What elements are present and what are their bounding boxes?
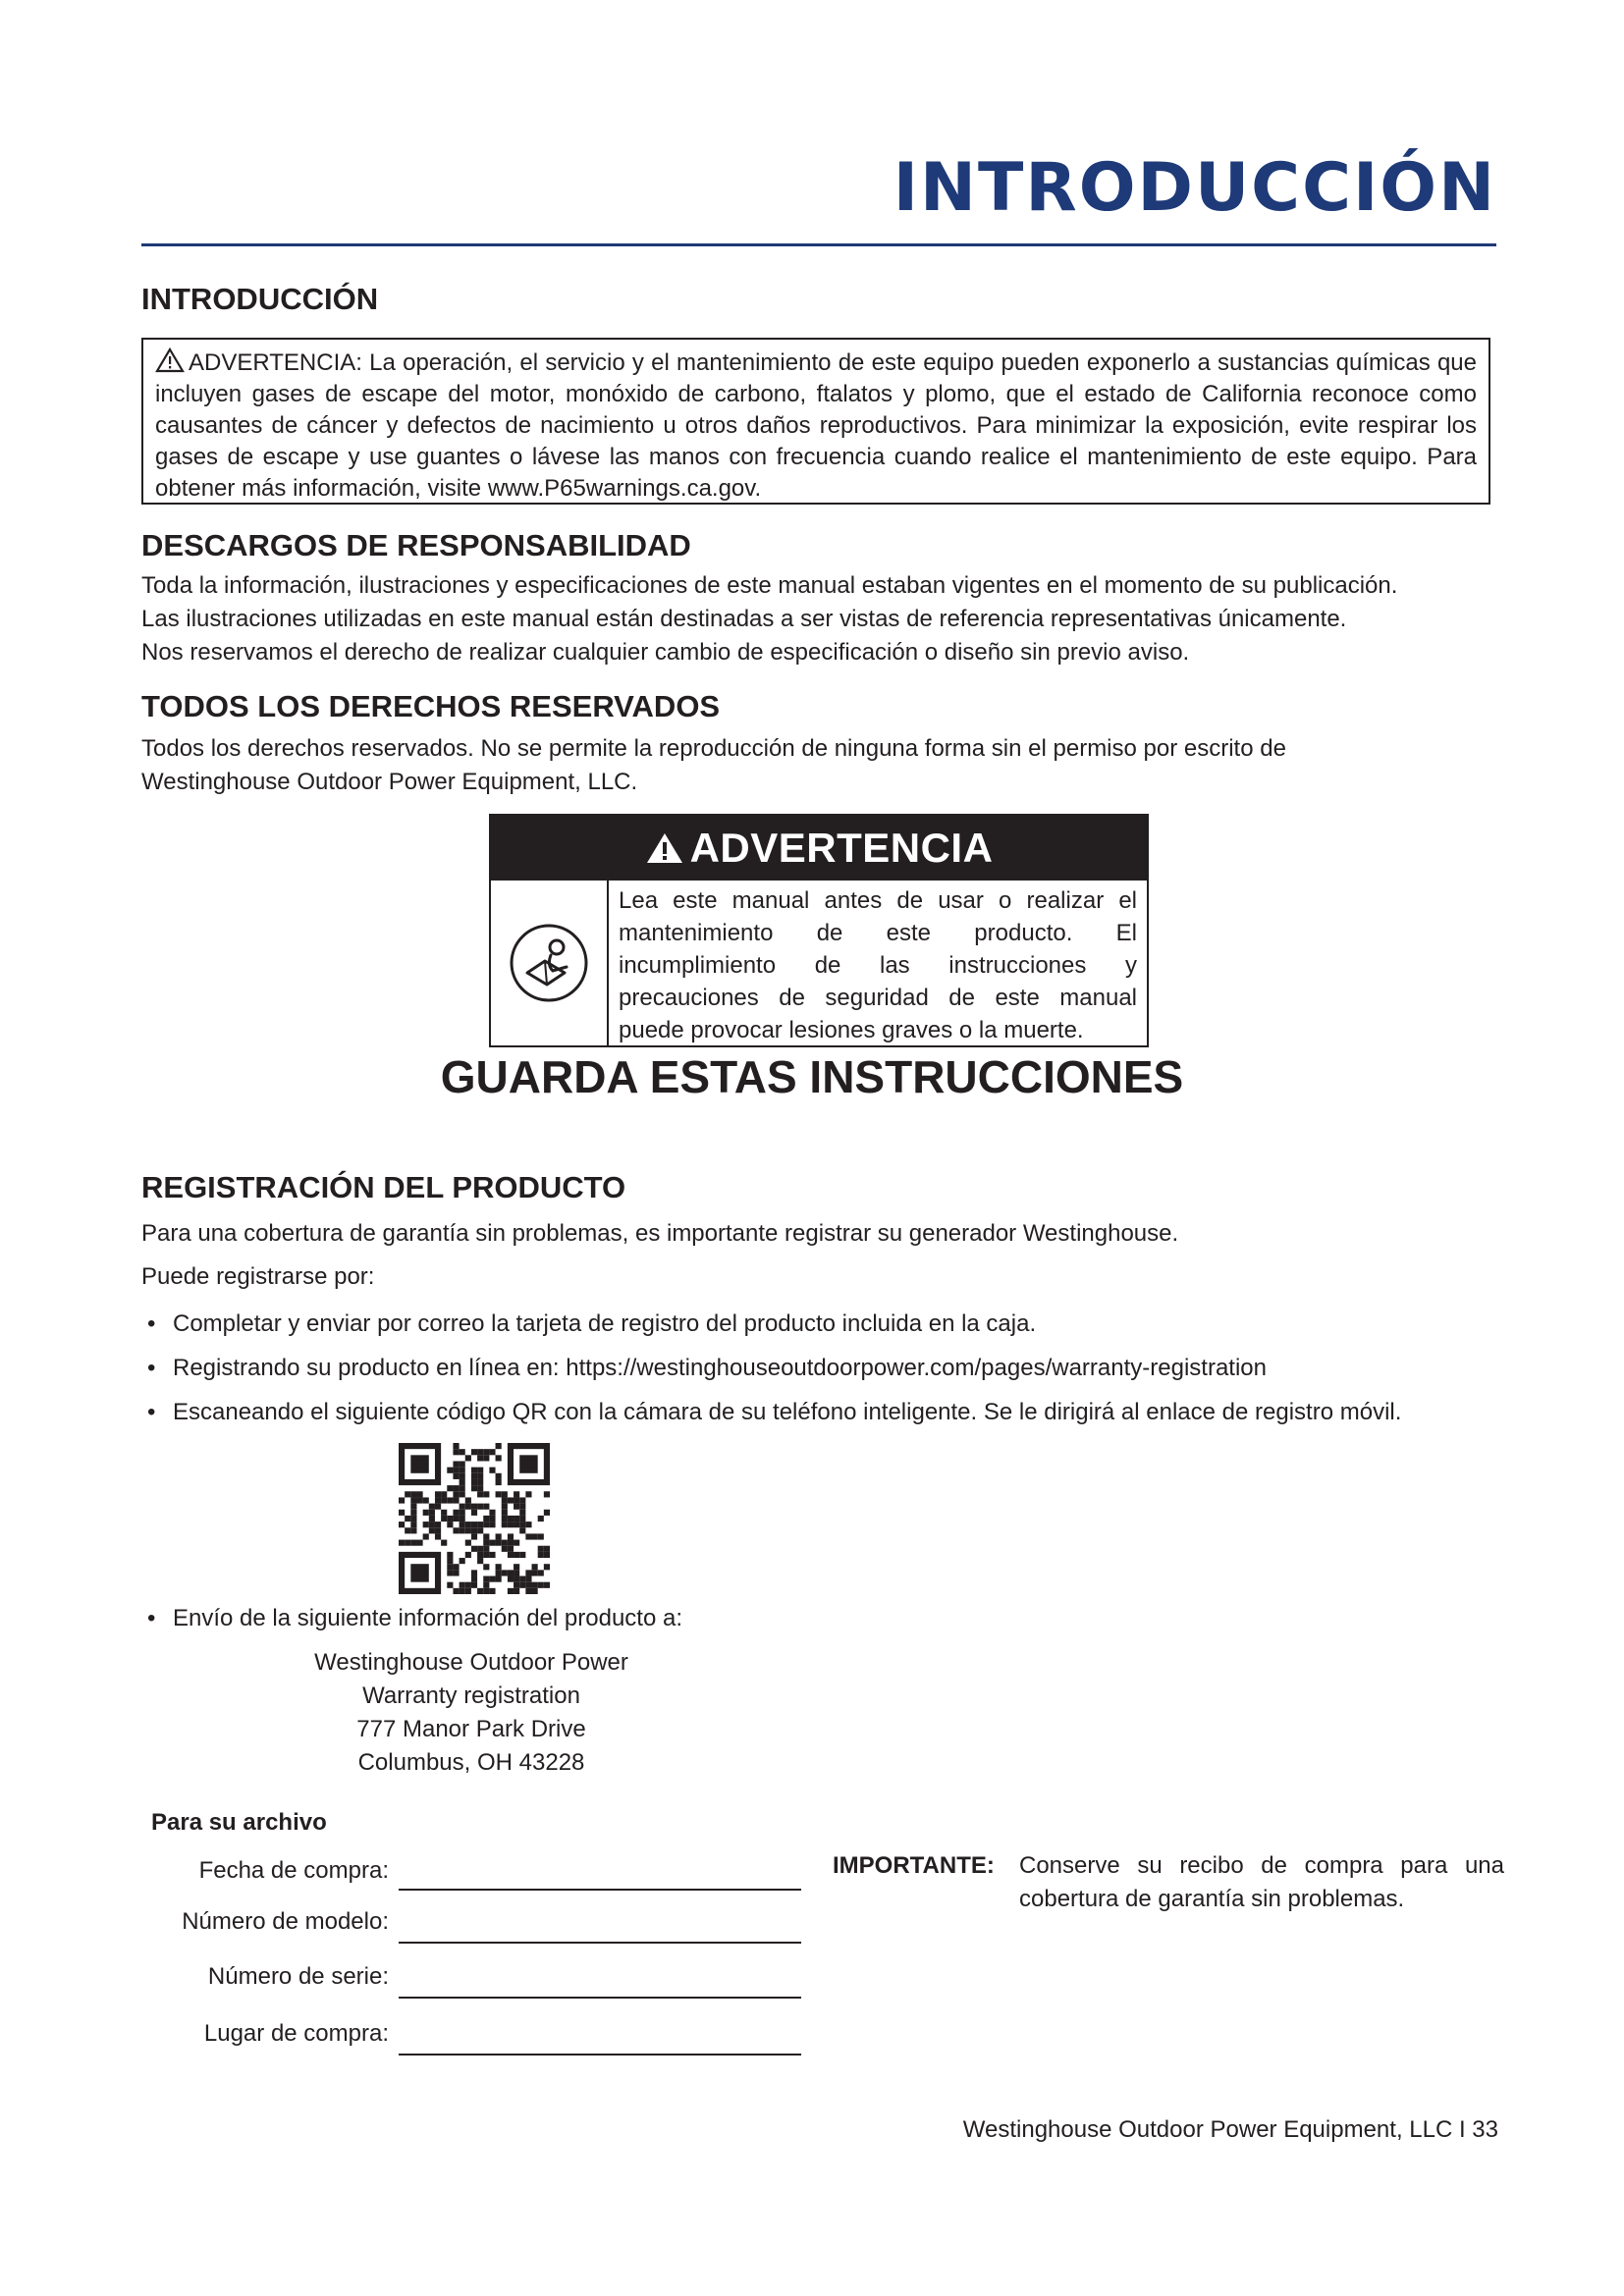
qr-module: [471, 1576, 477, 1582]
qr-module: [544, 1546, 550, 1552]
qr-module: [483, 1522, 489, 1527]
address-line: 777 Manor Park Drive: [356, 1716, 586, 1742]
qr-module: [483, 1455, 489, 1461]
registration-by: Puede registrarse por:: [141, 1263, 375, 1290]
registration-bullet: • Completar y enviar por correo la tarjeta de registro del producto incluida en la caja.: [147, 1310, 1037, 1337]
qr-module: [538, 1533, 544, 1539]
purchase-place-label: Lugar de compra:: [203, 2020, 389, 2047]
qr-module: [447, 1468, 453, 1473]
qr-module: [405, 1540, 410, 1546]
qr-module: [453, 1473, 459, 1479]
prop65-warning-box: [141, 338, 1490, 505]
qr-module: [496, 1570, 502, 1575]
qr-module: [460, 1491, 465, 1497]
disclaimer-line: Las ilustraciones utilizadas en este manual están destinadas a ser vistas de referencia representativas únicamente.: [141, 606, 1347, 632]
qr-module: [514, 1564, 519, 1570]
qr-finder: [519, 1455, 537, 1472]
qr-module: [465, 1455, 471, 1461]
qr-module: [502, 1491, 508, 1497]
qr-module: [410, 1522, 416, 1527]
save-instructions-title: GUARDA ESTAS INSTRUCCIONES: [440, 1051, 1184, 1102]
qr-module: [514, 1504, 519, 1510]
qr-module: [532, 1582, 538, 1588]
qr-module: [447, 1570, 453, 1575]
qr-module: [453, 1468, 459, 1473]
qr-module: [465, 1588, 471, 1594]
qr-module: [435, 1533, 441, 1539]
qr-module: [508, 1540, 514, 1546]
qr-module: [447, 1552, 453, 1558]
registration-bullet: • Envío de la siguiente información del producto a:: [147, 1605, 682, 1631]
important-text-2: cobertura de garantía sin problemas.: [1019, 1886, 1405, 1912]
qr-module: [538, 1582, 544, 1588]
qr-module: [471, 1546, 477, 1552]
qr-module: [496, 1540, 502, 1546]
qr-module: [489, 1540, 495, 1546]
qr-module: [441, 1516, 447, 1522]
qr-module: [538, 1552, 544, 1558]
qr-module: [532, 1570, 538, 1575]
qr-module: [477, 1552, 483, 1558]
qr-module: [460, 1527, 465, 1533]
qr-module: [532, 1533, 538, 1539]
qr-module: [544, 1564, 550, 1570]
qr-module: [410, 1504, 416, 1510]
qr-module: [453, 1516, 459, 1522]
qr-module: [477, 1546, 483, 1552]
qr-module: [410, 1497, 416, 1503]
qr-module: [489, 1522, 495, 1527]
title-divider: [141, 243, 1496, 246]
qr-module: [399, 1510, 405, 1516]
qr-module: [447, 1564, 453, 1570]
qr-module: [483, 1533, 489, 1539]
qr-module: [489, 1516, 495, 1522]
qr-module: [496, 1455, 502, 1461]
qr-module: [435, 1497, 441, 1503]
qr-module: [465, 1540, 471, 1546]
qr-module: [483, 1582, 489, 1588]
read-manual-icon: [508, 922, 590, 1004]
qr-module: [460, 1504, 465, 1510]
qr-module: [471, 1582, 477, 1588]
qr-module: [508, 1516, 514, 1522]
qr-module: [508, 1588, 514, 1594]
qr-module: [423, 1533, 429, 1539]
qr-module: [525, 1522, 531, 1527]
qr-module: [508, 1576, 514, 1582]
qr-module: [471, 1510, 477, 1516]
important-label: IMPORTANTE:: [833, 1852, 995, 1879]
qr-module: [489, 1552, 495, 1558]
qr-module: [460, 1468, 465, 1473]
qr-module: [453, 1461, 459, 1467]
qr-module: [423, 1510, 429, 1516]
qr-module: [508, 1546, 514, 1552]
address-line: Warranty registration: [362, 1682, 580, 1709]
qr-module: [435, 1522, 441, 1527]
qr-module: [514, 1497, 519, 1503]
qr-module: [423, 1522, 429, 1527]
qr-module: [410, 1510, 416, 1516]
qr-module: [447, 1485, 453, 1491]
qr-module: [410, 1540, 416, 1546]
qr-module: [514, 1491, 519, 1497]
qr-module: [496, 1576, 502, 1582]
qr-module: [519, 1504, 525, 1510]
qr-module: [525, 1491, 531, 1497]
qr-module: [525, 1570, 531, 1575]
qr-module: [399, 1540, 405, 1546]
qr-module: [525, 1582, 531, 1588]
qr-module: [496, 1491, 502, 1497]
qr-module: [477, 1527, 483, 1533]
serial-number-line[interactable]: [399, 1997, 801, 1999]
qr-module: [519, 1522, 525, 1527]
qr-module: [447, 1522, 453, 1527]
warning-box: [489, 814, 1149, 1047]
qr-module: [477, 1491, 483, 1497]
qr-module: [502, 1510, 508, 1516]
model-number-label: Número de modelo:: [182, 1908, 389, 1935]
qr-module: [416, 1497, 422, 1503]
qr-module: [514, 1588, 519, 1594]
qr-module: [471, 1527, 477, 1533]
qr-module: [538, 1570, 544, 1575]
qr-module: [460, 1558, 465, 1564]
qr-module: [519, 1552, 525, 1558]
qr-module: [441, 1497, 447, 1503]
qr-module: [477, 1522, 483, 1527]
bullet-text: Completar y enviar por correo la tarjeta de registro del producto incluida en la caja.: [173, 1310, 1037, 1337]
qr-module: [519, 1497, 525, 1503]
qr-module: [483, 1576, 489, 1582]
qr-module: [483, 1588, 489, 1594]
qr-module: [460, 1522, 465, 1527]
qr-module: [399, 1497, 405, 1503]
qr-module: [477, 1588, 483, 1594]
qr-module: [460, 1461, 465, 1467]
important-note: [833, 1849, 1504, 1916]
qr-module: [405, 1491, 410, 1497]
qr-module: [532, 1564, 538, 1570]
qr-module: [544, 1510, 550, 1516]
qr-module: [496, 1533, 502, 1539]
qr-module: [544, 1552, 550, 1558]
qr-module: [477, 1504, 483, 1510]
bullet-text: Registrando su producto en línea en: https://westinghouseoutdoorpower.com/pages/warranty-registration: [173, 1355, 1267, 1381]
qr-module: [460, 1516, 465, 1522]
qr-module: [502, 1504, 508, 1510]
qr-module: [465, 1582, 471, 1588]
qr-module: [502, 1516, 508, 1522]
qr-module: [429, 1522, 435, 1527]
qr-module: [477, 1455, 483, 1461]
qr-module: [399, 1522, 405, 1527]
qr-module: [471, 1522, 477, 1527]
qr-module: [447, 1582, 453, 1588]
qr-module: [435, 1504, 441, 1510]
registration-heading: REGISTRACIÓN DEL PRODUCTO: [141, 1170, 626, 1204]
qr-module: [502, 1522, 508, 1527]
qr-module: [502, 1570, 508, 1575]
qr-module: [508, 1522, 514, 1527]
qr-module: [477, 1485, 483, 1491]
qr-module: [544, 1582, 550, 1588]
qr-module: [496, 1479, 502, 1485]
qr-module: [544, 1491, 550, 1497]
purchase-date-label: Fecha de compra:: [198, 1857, 389, 1884]
warning-triangle-icon: [645, 831, 684, 865]
qr-module: [465, 1504, 471, 1510]
qr-module: [453, 1449, 459, 1455]
qr-module: [483, 1491, 489, 1497]
warning-box-header: [491, 816, 1147, 881]
registration-bullet: • Escaneando el siguiente código QR con la cámara de su teléfono inteligente. Se le dirigirá al enlace de registro móvil.: [147, 1399, 1402, 1425]
qr-module: [489, 1576, 495, 1582]
qr-module: [483, 1546, 489, 1552]
qr-module: [460, 1582, 465, 1588]
qr-module: [416, 1491, 422, 1497]
qr-module: [453, 1510, 459, 1516]
qr-module: [460, 1449, 465, 1455]
rights-text: Todos los derechos reservados. No se permite la reproducción de ninguna forma sin el permiso por escrito de Westinghouse Outdoor Power Equipment, LLC.: [141, 735, 1286, 795]
qr-module: [514, 1552, 519, 1558]
qr-module: [489, 1468, 495, 1473]
warning-box-text: Lea este manual antes de usar o realizar el mantenimiento de este producto. El incumplimiento de las instrucciones y precauciones de seguridad de este manual puede provocar lesiones graves o la muerte.: [619, 887, 1137, 1043]
qr-module: [483, 1516, 489, 1522]
qr-module: [429, 1510, 435, 1516]
qr-module: [423, 1497, 429, 1503]
qr-module: [453, 1527, 459, 1533]
qr-module: [429, 1527, 435, 1533]
qr-module: [435, 1491, 441, 1497]
warning-box-title: ADVERTENCIA: [689, 825, 994, 871]
qr-module: [538, 1516, 544, 1522]
qr-module: [483, 1552, 489, 1558]
serial-number-label: Número de serie:: [207, 1963, 389, 1990]
qr-module: [508, 1570, 514, 1575]
qr-module: [514, 1576, 519, 1582]
qr-module: [441, 1491, 447, 1497]
read-manual-icon-cell: [491, 881, 609, 1045]
qr-module: [410, 1516, 416, 1522]
qr-module: [471, 1479, 477, 1485]
qr-module: [477, 1558, 483, 1564]
qr-module: [471, 1570, 477, 1575]
qr-module: [483, 1449, 489, 1455]
qr-module: [453, 1485, 459, 1491]
important-text-1: Conserve su recibo de compra para una: [1019, 1852, 1504, 1879]
rights-heading: TODOS LOS DERECHOS RESERVADOS: [141, 689, 721, 723]
qr-module: [496, 1473, 502, 1479]
bullet-text: Envío de la siguiente información del producto a:: [173, 1605, 682, 1631]
qr-module: [489, 1510, 495, 1516]
qr-module: [460, 1473, 465, 1479]
qr-module: [477, 1473, 483, 1479]
qr-module: [471, 1485, 477, 1491]
qr-module: [525, 1576, 531, 1582]
qr-module: [471, 1473, 477, 1479]
qr-finder: [410, 1455, 428, 1472]
qr-module: [465, 1552, 471, 1558]
qr-module: [489, 1588, 495, 1594]
intro-heading: INTRODUCCIÓN: [141, 282, 379, 316]
qr-module: [519, 1510, 525, 1516]
qr-module: [447, 1497, 453, 1503]
address-line: Westinghouse Outdoor Power: [314, 1649, 628, 1676]
qr-module: [465, 1497, 471, 1503]
qr-module: [489, 1449, 495, 1455]
prop65-warning-text: ADVERTENCIA: La operación, el servicio y el mantenimiento de este equipo pueden exponerlo a sustancias químicas que incluyen gases de escape del motor, monóxido de carbono, ftalatos y plomo, que el estado de California reconoce como causantes de cáncer y defectos de nacimiento u otros daños reproductivos. Para minimizar la exposición, evite respirar los gases de escape y use guantes o lávese las manos con frecuencia cuando realice el mantenimiento de este equipo. Para obtener más información, visite www.P65warnings.ca.gov.: [155, 349, 1477, 502]
qr-finder: [410, 1564, 428, 1581]
qr-module: [447, 1558, 453, 1564]
qr-module: [460, 1479, 465, 1485]
qr-module: [477, 1479, 483, 1485]
page-title: INTRODUCCIÓN: [893, 149, 1496, 227]
qr-module: [410, 1527, 416, 1533]
qr-module: [508, 1533, 514, 1539]
qr-module: [477, 1449, 483, 1455]
qr-module: [441, 1540, 447, 1546]
bullet-text: Escaneando el siguiente código QR con la cámara de su teléfono inteligente. Se le dirigirá al enlace de registro móvil.: [173, 1399, 1402, 1425]
model-number-line[interactable]: [399, 1942, 801, 1944]
mailing-address: [255, 1646, 687, 1780]
qr-module: [502, 1540, 508, 1546]
registration-intro: Para una cobertura de garantía sin problemas, es importante registrar su generador Westinghouse.: [141, 1220, 1179, 1247]
qr-module: [477, 1468, 483, 1473]
qr-module: [435, 1527, 441, 1533]
qr-module: [519, 1582, 525, 1588]
address-line: Columbus, OH 43228: [357, 1749, 585, 1776]
qr-module: [538, 1546, 544, 1552]
warning-triangle-icon: [155, 347, 185, 373]
qr-module: [416, 1540, 422, 1546]
qr-module: [514, 1582, 519, 1588]
qr-module: [460, 1485, 465, 1491]
qr-module: [532, 1588, 538, 1594]
qr-module: [465, 1522, 471, 1527]
qr-module: [429, 1516, 435, 1522]
qr-module: [525, 1588, 531, 1594]
records-heading: Para su archivo: [151, 1809, 327, 1836]
purchase-place-line[interactable]: [399, 2054, 801, 2056]
qr-module: [460, 1588, 465, 1594]
qr-module: [471, 1449, 477, 1455]
qr-module: [514, 1522, 519, 1527]
qr-module: [453, 1491, 459, 1497]
qr-module: [519, 1527, 525, 1533]
qr-module: [502, 1546, 508, 1552]
qr-module: [453, 1443, 459, 1449]
disclaimer-line: Toda la información, ilustraciones y especificaciones de este manual estaban vigentes en el momento de su publicación.: [141, 572, 1398, 599]
qr-module: [502, 1497, 508, 1503]
disclaimer-line: Nos reservamos el derecho de realizar cualquier cambio de especificación o diseño sin previo aviso.: [141, 639, 1190, 666]
qr-module: [471, 1468, 477, 1473]
qr-module: [508, 1497, 514, 1503]
qr-module: [519, 1576, 525, 1582]
qr-module: [514, 1540, 519, 1546]
purchase-date-line[interactable]: [399, 1889, 801, 1891]
disclaimers-heading: DESCARGOS DE RESPONSABILIDAD: [141, 528, 691, 562]
qr-module: [410, 1491, 416, 1497]
registration-bullet: • Registrando su producto en línea en: https://westinghouseoutdoorpower.com/pages/warranty-registration: [147, 1355, 1267, 1381]
qr-module: [453, 1497, 459, 1503]
registration-qr-code[interactable]: [399, 1443, 550, 1594]
qr-module: [471, 1533, 477, 1539]
qr-module: [453, 1588, 459, 1594]
qr-module: [483, 1504, 489, 1510]
disclaimers-body: [141, 569, 1526, 669]
qr-module: [496, 1564, 502, 1570]
qr-module: [519, 1516, 525, 1522]
qr-module: [429, 1504, 435, 1510]
qr-module: [405, 1516, 410, 1522]
qr-module: [447, 1516, 453, 1522]
qr-module: [514, 1516, 519, 1522]
qr-module: [508, 1552, 514, 1558]
qr-module: [496, 1443, 502, 1449]
qr-module: [483, 1564, 489, 1570]
qr-module: [514, 1570, 519, 1575]
qr-module: [471, 1504, 477, 1510]
qr-module: [453, 1564, 459, 1570]
qr-module: [453, 1570, 459, 1575]
qr-module: [460, 1510, 465, 1516]
qr-module: [525, 1533, 531, 1539]
qr-module: [441, 1510, 447, 1516]
qr-module: [405, 1527, 410, 1533]
page-footer: Westinghouse Outdoor Power Equipment, LLC I 33: [962, 2116, 1498, 2143]
qr-module: [483, 1540, 489, 1546]
qr-module: [465, 1527, 471, 1533]
